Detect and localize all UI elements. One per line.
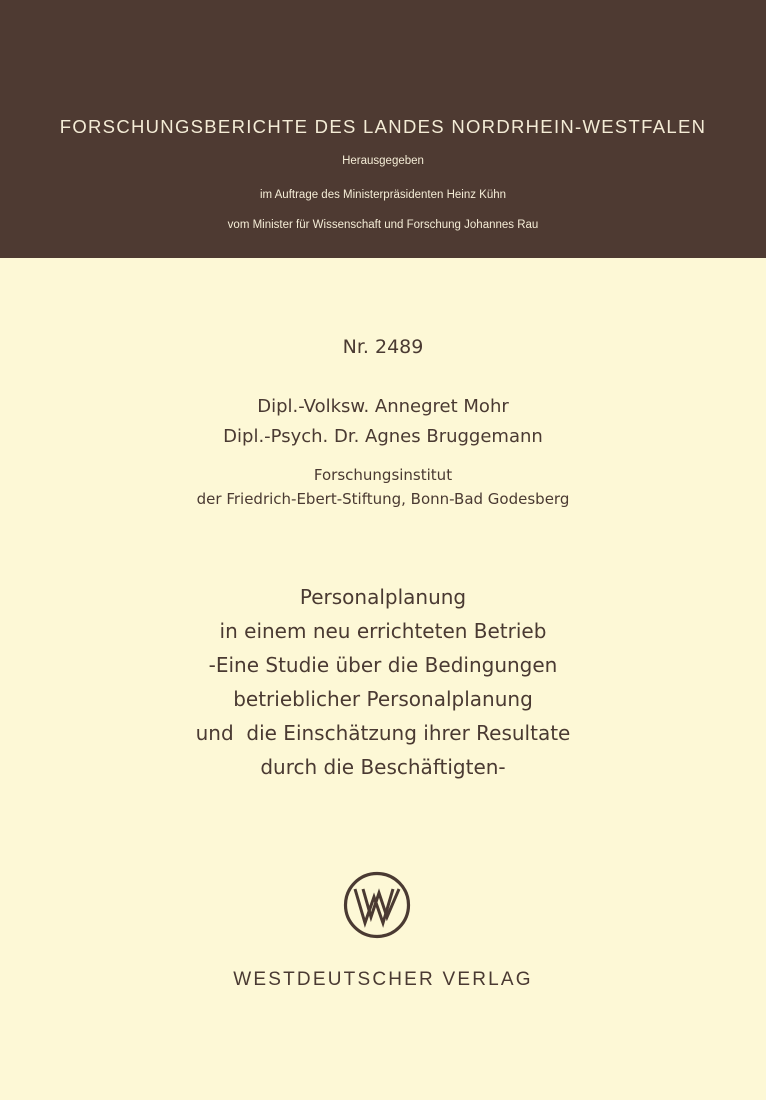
header-band xyxy=(0,0,766,258)
author-2: Dipl.-Psych. Dr. Agnes Bruggemann xyxy=(223,426,543,447)
title-line: und die Einschätzung ihrer Resultate xyxy=(195,721,571,745)
series-title: FORSCHUNGSBERICHTE DES LANDES NORDRHEIN-WESTFALEN xyxy=(59,116,707,137)
report-number: Nr. 2489 xyxy=(342,336,424,358)
title-line: in einem neu errichteten Betrieb xyxy=(219,619,547,643)
title-line: durch die Beschäftigten- xyxy=(260,755,506,779)
title-line: -Eine Studie über die Bedingungen xyxy=(208,653,558,677)
title-line: betrieblicher Personalplanung xyxy=(233,687,533,711)
report-title xyxy=(0,580,766,784)
title-line: Personalplanung xyxy=(299,585,467,609)
commission-line: im Auftrage des Ministerpräsidenten Heinz Kühn xyxy=(259,189,507,201)
author-1: Dipl.-Volksw. Annegret Mohr xyxy=(257,396,509,417)
wv-publisher-logo-icon xyxy=(343,871,411,939)
minister-line: vom Minister für Wissenschaft und Forschung Johannes Rau xyxy=(227,219,539,231)
editor-line: Herausgegeben xyxy=(342,155,424,167)
publisher-name: WESTDEUTSCHER VERLAG xyxy=(233,969,533,990)
institute-line-1: Forschungsinstitut xyxy=(313,466,453,484)
institute-line-2: der Friedrich-Ebert-Stiftung, Bonn-Bad Godesberg xyxy=(196,490,570,508)
